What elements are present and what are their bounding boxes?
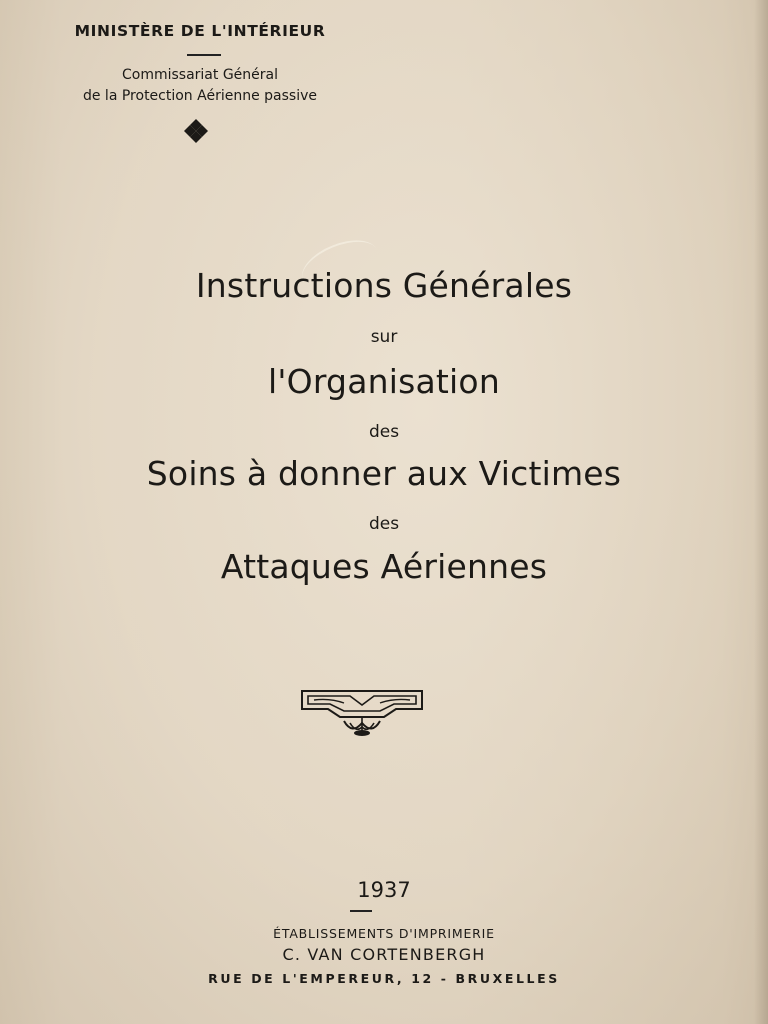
printer-address: RUE DE L'EMPEREUR, 12 - BRUXELLES [208, 971, 560, 986]
title-line-des-1: des [368, 422, 400, 442]
art-deco-ornament-icon [300, 687, 424, 743]
protection-line: de la Protection Aérienne passive [82, 88, 317, 104]
title-line-organisation: l'Organisation [268, 362, 500, 401]
printer-name: C. VAN CORTENBERGH [282, 945, 486, 964]
title-line-des-2: des [368, 514, 400, 534]
title-line-instructions: Instructions Générales [195, 266, 573, 305]
publication-year: 1937 [357, 878, 411, 902]
title-line-soins: Soins à donner aux Victimes [146, 454, 622, 493]
header-rule [187, 54, 221, 56]
year-rule [350, 910, 372, 912]
ministry-heading: MINISTÈRE DE L'INTÉRIEUR [74, 22, 326, 40]
printer-establishment: ÉTABLISSEMENTS D'IMPRIMERIE [273, 926, 495, 941]
title-line-sur: sur [370, 327, 398, 347]
page-edge-shadow [754, 0, 768, 1024]
commissariat-line: Commissariat Général [121, 67, 278, 83]
diamond-cluster-icon [183, 118, 209, 148]
title-line-attaques: Attaques Aériennes [220, 547, 548, 586]
